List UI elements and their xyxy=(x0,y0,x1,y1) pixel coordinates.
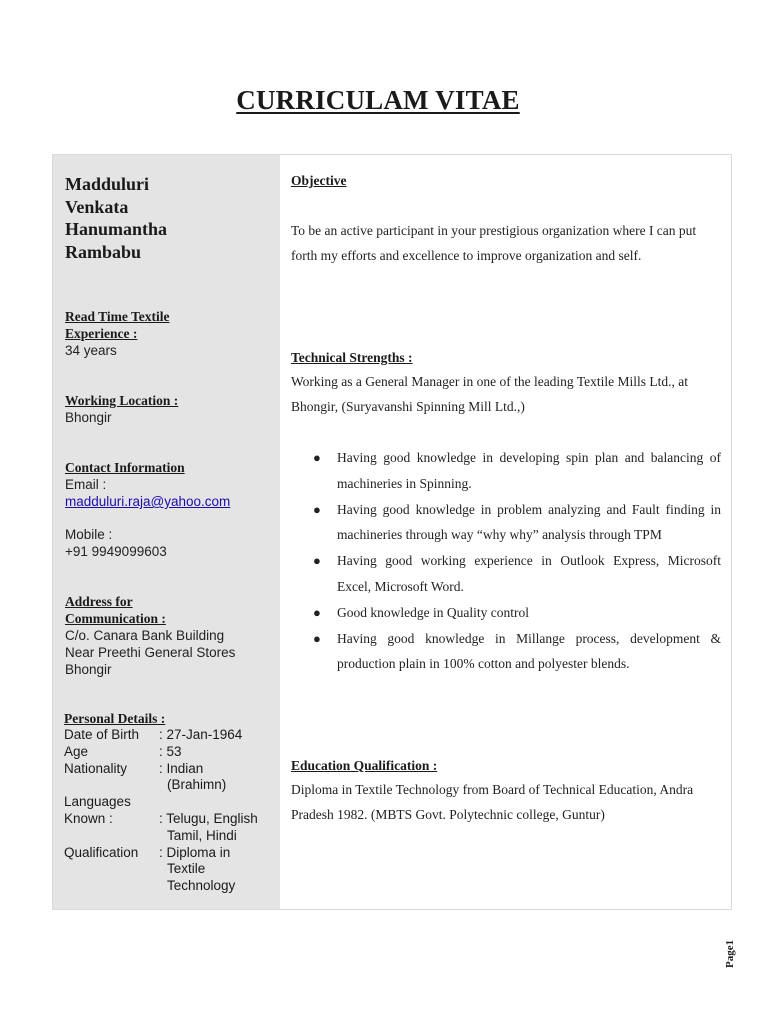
name-line-1: Madduluri xyxy=(65,174,150,194)
sidebar xyxy=(53,155,280,909)
contact-heading: Contact Information xyxy=(65,460,185,475)
personal-row-nationality xyxy=(64,761,274,795)
contact-section xyxy=(65,459,275,560)
bullet-text-4: Good knowledge in Quality control xyxy=(337,604,529,620)
document-title: CURRICULAM VITAE xyxy=(236,85,520,115)
objective-text: To be an active participant in your prestigious organization where I can put forth my efforts and excellence to improve organization and self. xyxy=(291,223,697,263)
education-heading: Education Qualification : xyxy=(291,758,438,773)
nationality-value: : Indian (Brahimn) xyxy=(159,760,227,793)
personal-details-section xyxy=(64,710,274,895)
list-item xyxy=(291,548,721,600)
address-heading-2: Communication : xyxy=(65,611,166,626)
page-number: Page1 xyxy=(724,939,736,968)
bullet-text-2: Having good knowledge in problem analyzing and Fault finding in machineries through way “why why” analysis through TPM xyxy=(337,501,721,543)
age-value: : 53 xyxy=(159,743,182,759)
email-link[interactable]: madduluri.raja@yahoo.com xyxy=(65,494,231,509)
list-item xyxy=(291,600,721,626)
bullet-icon: ● xyxy=(313,553,321,569)
experience-heading-2: Experience : xyxy=(65,326,138,341)
languages-value xyxy=(159,794,274,811)
nationality-label: Nationality xyxy=(64,760,128,776)
dob-label: Date of Birth xyxy=(64,727,140,742)
name-line-4: Rambabu xyxy=(65,241,142,262)
experience-value: 34 years xyxy=(65,343,117,358)
cv-layout-table xyxy=(52,154,732,910)
address-line-1: C/o. Canara Bank Building xyxy=(65,628,225,643)
languages-label: Languages xyxy=(64,794,131,810)
bullet-icon: ● xyxy=(313,450,321,465)
address-line-2: Near Preethi General Stores xyxy=(65,645,236,660)
location-heading: Working Location : xyxy=(65,393,179,408)
bullet-text-1: Having good knowledge in developing spin plan and balancing of machineries in Spinning. xyxy=(337,450,721,491)
technical-heading: Technical Strengths : xyxy=(291,350,413,365)
personal-row-dob xyxy=(64,727,274,744)
location-section xyxy=(65,392,275,426)
list-item xyxy=(291,497,721,549)
bullet-icon: ● xyxy=(313,501,321,517)
qualification-value: : Diploma in Textile Technology xyxy=(159,844,236,894)
personal-row-age xyxy=(64,744,274,761)
technical-intro: Working as a General Manager in one of the leading Textile Mills Ltd., at Bhongir, (Suryavanshi Spinning Mill Ltd.,) xyxy=(291,374,688,414)
address-section xyxy=(65,593,275,678)
qualification-label: Qualification xyxy=(64,844,139,860)
bullet-icon: ● xyxy=(313,604,321,620)
dob-value: : 27-Jan-1964 xyxy=(159,727,243,742)
technical-bullet-list xyxy=(291,445,721,677)
email-label: Email : xyxy=(65,477,107,492)
name-line-2: Venkata xyxy=(65,196,129,217)
experience-section xyxy=(65,308,275,359)
mobile-value: +91 9949099603 xyxy=(65,544,167,559)
personal-row-known xyxy=(64,811,274,845)
main-content xyxy=(280,155,731,909)
bullet-icon: ● xyxy=(313,630,321,646)
list-item xyxy=(291,445,721,497)
known-value: : Telugu, English Tamil, Hindi xyxy=(159,810,258,843)
candidate-name xyxy=(65,173,167,263)
known-label: Known : xyxy=(64,810,113,826)
objective-heading: Objective xyxy=(291,173,347,188)
list-item xyxy=(291,626,721,678)
experience-heading-1: Read Time Textile xyxy=(65,309,170,324)
mobile-label: Mobile : xyxy=(65,527,113,542)
location-value: Bhongir xyxy=(65,410,112,425)
age-label: Age xyxy=(64,743,89,759)
name-line-3: Hanumantha xyxy=(65,219,168,239)
email-line xyxy=(65,493,275,510)
address-line-3: Bhongir xyxy=(65,662,112,677)
bullet-text-5: Having good knowledge in Millange process, development & production plain in 100% cotton and polyester blends. xyxy=(337,630,721,672)
address-heading-1: Address for xyxy=(65,594,133,609)
personal-details-heading: Personal Details : xyxy=(64,711,166,726)
personal-row-qualification xyxy=(64,845,274,895)
education-text: Diploma in Textile Technology from Board of Technical Education, Andra Pradesh 1982. (MBTS Govt. Polytechnic college, Guntur) xyxy=(291,782,694,822)
personal-row-languages xyxy=(64,794,274,811)
bullet-text-3: Having good working experience in Outlook Express, Microsoft Excel, Microsoft Word. xyxy=(337,553,721,594)
